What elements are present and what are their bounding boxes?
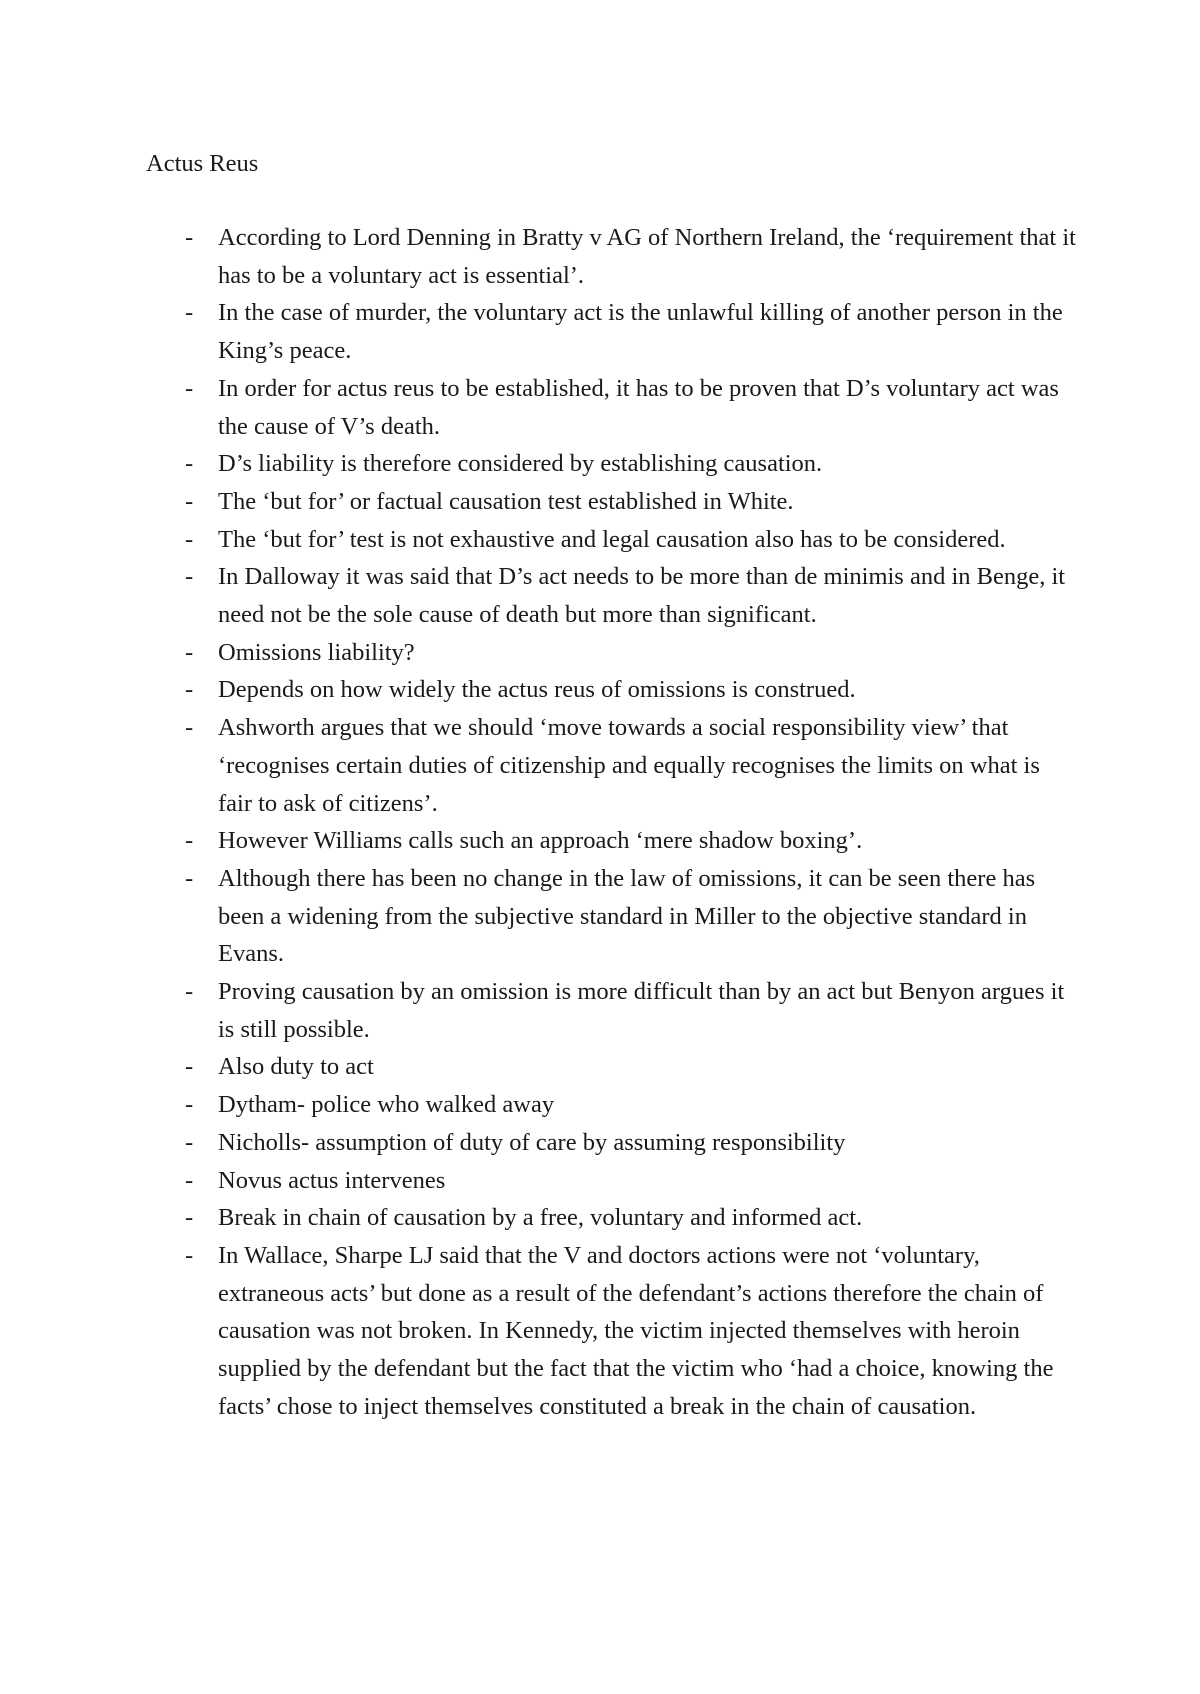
list-item [0,370,1078,445]
list-item [0,1124,1078,1162]
bullet-dash: - [185,1241,194,1269]
list-item [0,521,1078,559]
list-item-text: Depends on how widely the actus reus of omissions is construed. [218,676,856,704]
list-item [0,634,1078,672]
list-item [0,294,1078,369]
bullet-dash: - [185,563,194,591]
bullet-dash: - [185,1053,194,1081]
list-item-text: In Wallace, Sharpe LJ said that the V and doctors actions were not ‘voluntary, extraneous acts’ but done as a result of the defendant’s actions therefore the chain of causation was not broken. In Kennedy, the victim injected themselves with heroin supplied by the defendant but the fact that the victim who ‘had a choice, knowing the facts’ chose to inject themselves constituted a break in the chain of causation. [218,1241,1054,1420]
list-item [0,1086,1078,1124]
bullet-dash: - [185,978,194,1006]
bullet-dash: - [185,827,194,855]
list-item-text: Although there has been no change in the law of omissions, it can be seen there has been a widening from the subjective standard in Miller to the objective standard in Evans. [218,864,1036,968]
list-item-text: In Dalloway it was said that D’s act needs to be more than de minimis and in Benge, it need not be the sole cause of death but more than significant. [218,563,1066,629]
bullet-dash: - [185,714,194,742]
bullet-dash: - [185,1091,194,1119]
list-item [0,558,1078,633]
list-item-text: However Williams calls such an approach ‘mere shadow boxing’. [218,827,863,855]
bullet-dash: - [185,638,194,666]
list-item-text: Also duty to act [218,1053,374,1081]
list-item [0,973,1078,1048]
list-item [0,671,1078,709]
list-item-text: D’s liability is therefore considered by establishing causation. [218,450,823,478]
list-item-text: According to Lord Denning in Bratty v AG of Northern Ireland, the ‘requirement that it has to be a voluntary act is essential’. [218,224,1076,289]
bullet-dash: - [185,374,194,402]
list-item-text: Break in chain of causation by a free, voluntary and informed act. [218,1204,863,1232]
notes-list [0,219,1200,1426]
list-item-text: Omissions liability? [218,638,415,666]
list-item-text: The ‘but for’ test is not exhaustive and legal causation also has to be considered. [218,525,1006,553]
bullet-dash: - [185,1204,194,1232]
list-item [0,1199,1078,1237]
list-item-text: In the case of murder, the voluntary act is the unlawful killing of another person in the King’s peace. [218,299,1063,365]
list-item-text: Proving causation by an omission is more difficult than by an act but Benyon argues it is still possible. [218,978,1065,1043]
list-item-text: In order for actus reus to be established, it has to be proven that D’s voluntary act was the cause of V’s death. [218,374,1059,440]
list-item [0,445,1078,483]
list-item-text: Novus actus intervenes [218,1166,446,1194]
bullet-dash: - [185,676,194,704]
list-item [0,822,1078,860]
bullet-dash: - [185,1128,194,1156]
bullet-dash: - [185,224,194,251]
list-item [0,1162,1078,1200]
list-item-text: The ‘but for’ or factual causation test established in White. [218,487,794,515]
bullet-dash: - [185,525,194,553]
list-item [0,709,1078,822]
list-item [0,483,1078,521]
list-item [0,1237,1078,1426]
list-item [0,860,1078,973]
list-item [0,219,1078,294]
list-item [0,1048,1078,1086]
bullet-dash: - [185,1166,194,1194]
list-item-text: Ashworth argues that we should ‘move towards a social responsibility view’ that ‘recognises certain duties of citizenship and equally recognises the limits on what is fair to ask of citizens’. [218,714,1040,817]
page-title: Actus Reus [146,150,259,177]
bullet-dash: - [185,487,194,515]
list-item-text: Dytham- police who walked away [218,1091,555,1119]
bullet-dash: - [185,299,194,327]
list-item-text: Nicholls- assumption of duty of care by assuming responsibility [218,1128,846,1156]
bullet-dash: - [185,864,194,892]
bullet-dash: - [185,450,194,478]
